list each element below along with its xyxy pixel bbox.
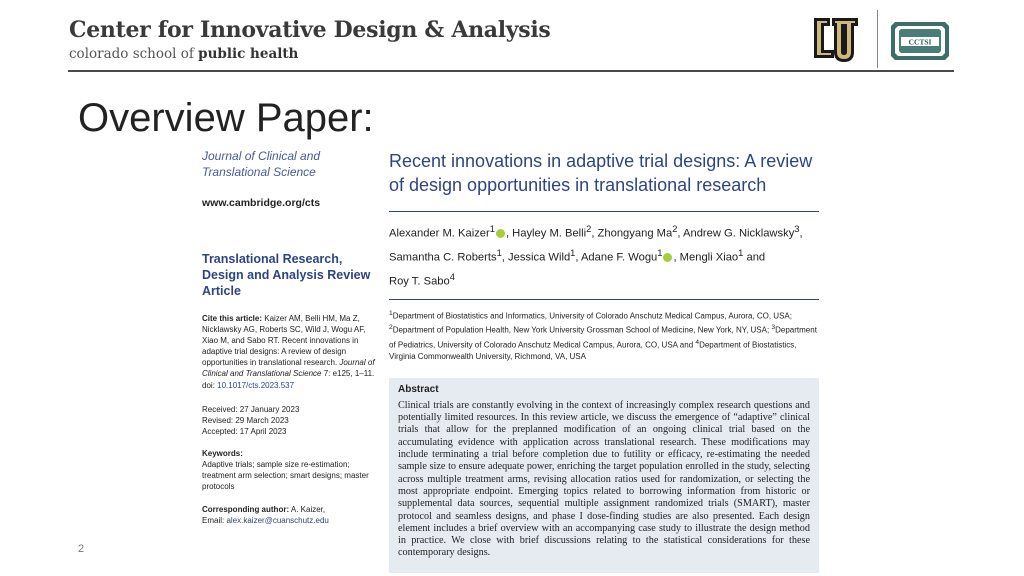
article-type: Translational Research, Design and Analysis Review Article xyxy=(202,252,371,298)
author-conjunction: and xyxy=(743,251,766,264)
author-name: , Jessica Wild xyxy=(501,251,571,264)
revised-date: Revised: 29 March 2023 xyxy=(202,415,289,425)
author-name: Alexander M. Kaizer xyxy=(389,227,490,240)
org-title: Center for Innovative Design & Analysis xyxy=(69,17,551,43)
cite-journal: Journal of Clinical and Translational Science xyxy=(202,358,375,379)
cite-doi-link[interactable]: 10.1017/cts.2023.537 xyxy=(217,380,295,390)
header-rule xyxy=(68,70,954,72)
author-name: , Andrew G. Nicklawsky xyxy=(677,227,795,240)
author-name: , Hayley M. Belli xyxy=(505,227,587,240)
keywords-label: Keywords: xyxy=(202,448,243,458)
email-label: Email: xyxy=(202,515,227,525)
paper-main xyxy=(389,149,819,573)
abstract-heading: Abstract xyxy=(398,383,439,395)
paper-title: Recent innovations in adaptive trial designs: A review of design opportunities in translational research xyxy=(389,151,813,195)
cctsi-logo-icon xyxy=(889,20,951,62)
abstract-text: Clinical trials are constantly evolving in the context of increasingly complex research questions and potentially limited resources. In this review article, we discuss the emergence of “adaptive” clinical trials that allow for the preplanned modification of an ongoing clinical trial based on the accumulating evidence with application across translational research. These modifications may include terminating a trial before completion due to futility or efficacy, re-estimating the needed sample size to ensure adequate power, enriching the target population enrolled in the study, selecting across multiple treatment arms, revising allocation ratios used for randomization, or selecting the most appropriate endpoint. Emerging topics related to borrowing information from historic or supplemental data sources, sequential multiple assignment randomized trials (SMART), master protocol and seamless designs, and phase I dose-finding studies are also presented. Each design element includes a brief overview with an accompanying case study to illustrate the design method in practice. We close with brief discussions relating to the statistical considerations for these contemporary designs. xyxy=(398,399,810,559)
author-list: Alexander M. Kaizer$^1$ , Hayley M. Belli$^2$, Zhongyang Ma$^2$, Andrew G. Nicklawsky$^3$, Samantha C. Roberts$^1$, Jessica Wild$^1$, Adane F. Wogu$^1$ , Mengli Xiao$^1$ and Roy T. Sabo$^4$ xyxy=(389,224,803,289)
article-dates xyxy=(202,404,382,437)
corr-label: Corresponding author: xyxy=(202,504,290,514)
journal-url: www.cambridge.org/cts xyxy=(202,197,321,209)
org-subtitle-light: colorado school of xyxy=(69,46,199,62)
author-name: , Mengli Xiao xyxy=(673,251,739,264)
author-name: Samantha C. Roberts xyxy=(389,251,497,264)
cite-text: Kaizer AM, Belli HM, Ma Z, Nicklawsky AG, Roberts SC, Wild J, Wogu AF, Xiao M, and Sabo RT. Recent innovations in adaptive trial designs: A review of design opportunities in translational research. xyxy=(202,314,366,368)
orcid-icon[interactable] xyxy=(663,253,672,262)
paper-image xyxy=(198,145,823,570)
received-date: Received: 27 January 2023 xyxy=(202,404,300,414)
affiliations: $^1$Department of Biostatistics and Informatics, University of Colorado Anschutz Medical Campus, Aurora, CO, USA; $^2$Department of Population Health, New York University Grossman School of Medicine, New York, NY, USA; $^3$Department of Pediatrics, University of Colorado Anschutz Medical Campus, Aurora, CO, USA and $^4$Department of Biostatistics, Virginia Commonwealth University, Richmond, VA, USA xyxy=(389,309,817,362)
journal-name: Journal of Clinical and Translational Science xyxy=(202,149,321,179)
corr-name: A. Kaizer, xyxy=(289,504,326,514)
cctsi-logo-text: CCTSI xyxy=(908,37,932,47)
cite-volume: 7: e125, 1–11. doi: xyxy=(202,369,375,390)
orcid-icon[interactable] xyxy=(496,229,505,238)
email-link[interactable]: alex.kaizer@cuanschutz.edu xyxy=(226,515,329,525)
org-subtitle xyxy=(69,46,298,62)
cu-logo-icon xyxy=(810,12,862,66)
logo-separator xyxy=(877,10,878,68)
affiliation: Department of Pediatrics, University of Colorado Anschutz Medical Campus, Aurora, CO, USA and xyxy=(389,325,817,350)
paper-sidebar xyxy=(202,149,382,526)
keywords xyxy=(202,448,382,492)
author-name: Roy T. Sabo xyxy=(389,276,450,289)
keywords-text: Adaptive trials; sample size re-estimation; treatment arm selection; smart designs; master protocols xyxy=(202,459,369,491)
citation xyxy=(202,313,382,391)
org-subtitle-bold: public health xyxy=(198,46,299,62)
affiliation: Department of Biostatistics, Virginia Commonwealth University, Richmond, VA, USA xyxy=(389,340,797,362)
author-name: , Adane F. Wogu xyxy=(575,251,658,264)
cite-label: Cite this article: xyxy=(202,314,263,323)
abstract-box xyxy=(389,378,819,573)
affiliation: Department of Population Health, New York University Grossman School of Medicine, New York, NY, USA; xyxy=(392,325,770,335)
slide-title: Overview Paper: xyxy=(78,96,374,140)
corresponding-author xyxy=(202,504,382,526)
page-number: 2 xyxy=(78,543,85,555)
author-name: , Zhongyang Ma xyxy=(591,227,673,240)
affiliation: Department of Biostatistics and Informatics, University of Colorado Anschutz Medical Campus, Aurora, CO, USA; xyxy=(392,311,792,321)
accepted-date: Accepted: 17 April 2023 xyxy=(202,426,287,436)
